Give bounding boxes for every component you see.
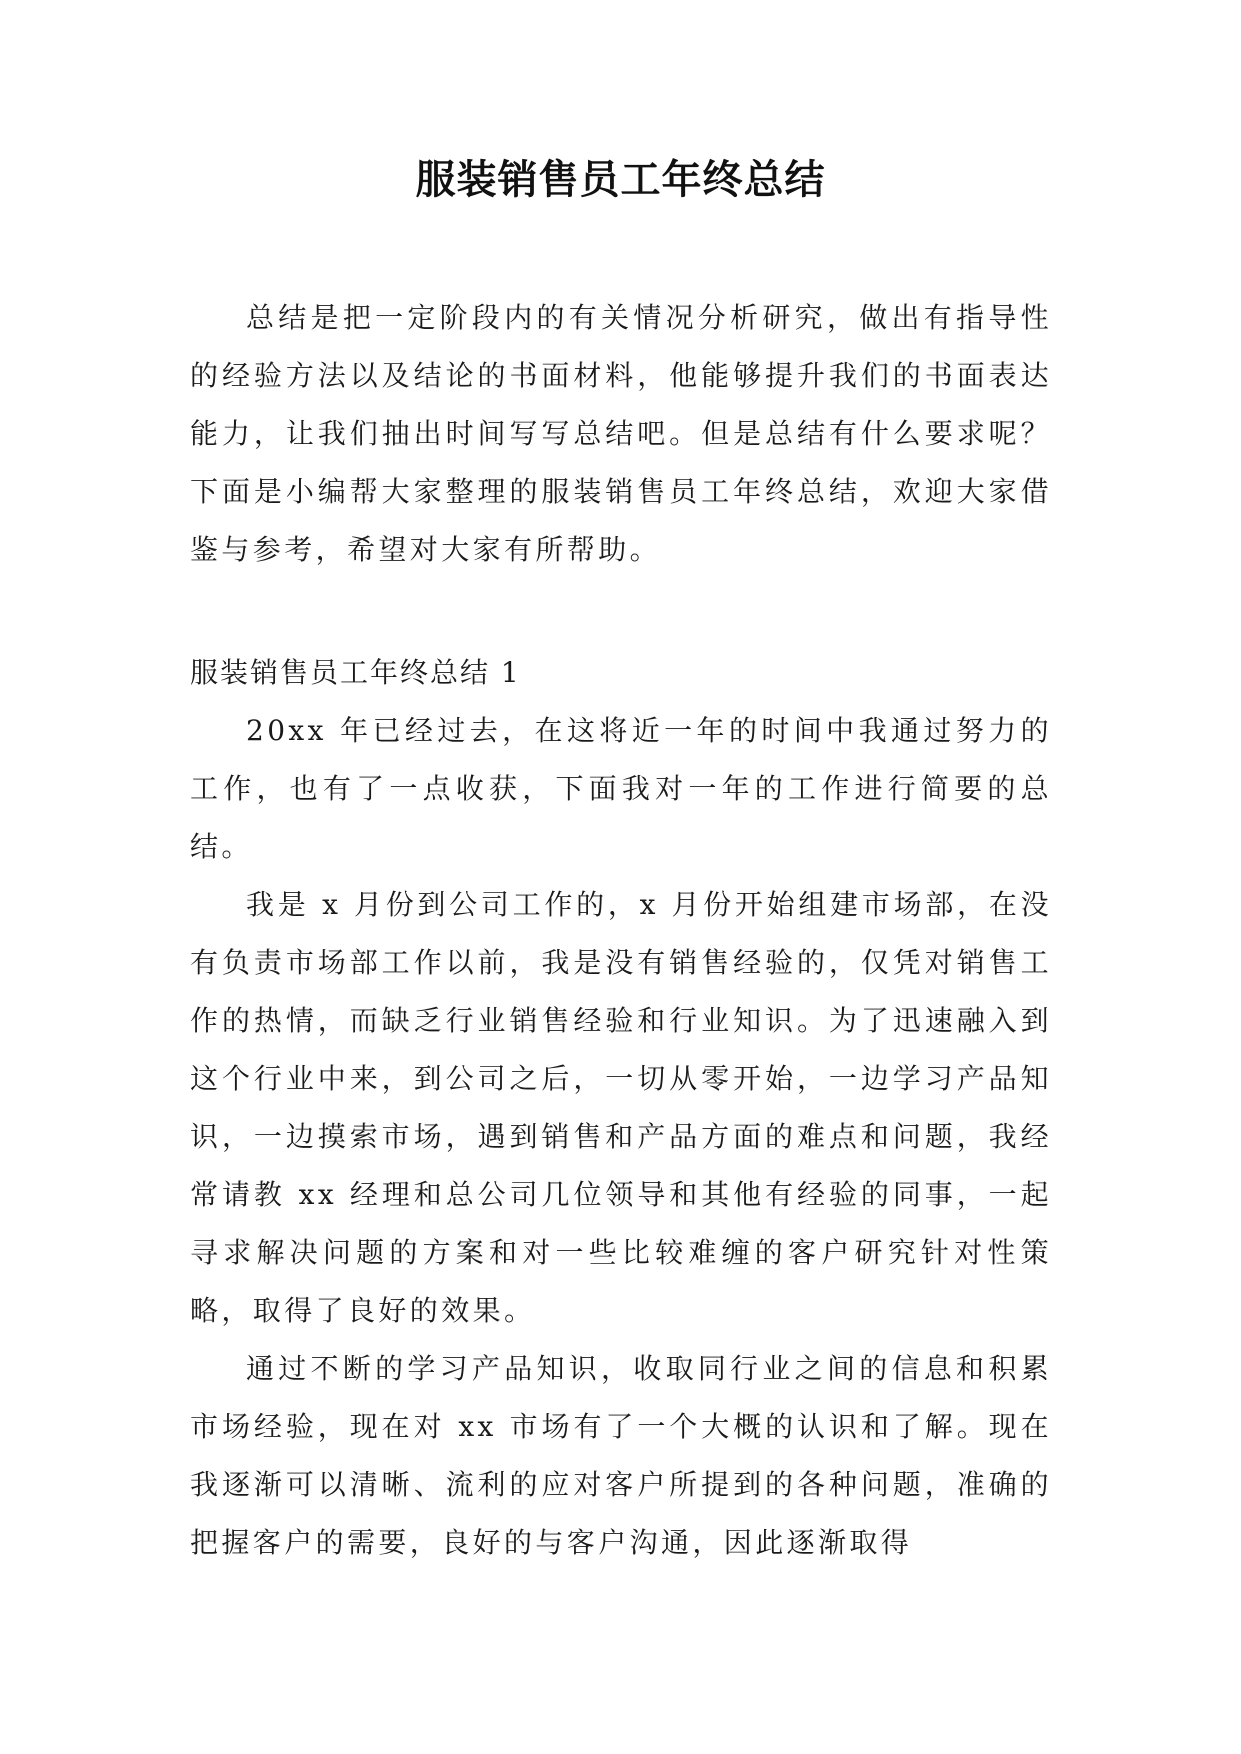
- document-title: 服装销售员工年终总结: [415, 157, 826, 203]
- summary-section-1: [190, 644, 1052, 1572]
- body-paragraph-1: 20xx 年已经过去，在这将近一年的时间中我通过努力的工作，也有了一点收获，下面我对一年的工作进行简要的总结。: [190, 714, 1052, 863]
- body-paragraph-3: 通过不断的学习产品知识，收取同行业之间的信息和积累市场经验，现在对 xx 市场有了一个大概的认识和了解。现在我逐渐可以清晰、流利的应对客户所提到的各种问题，准确的把握客户的需要，良好的与客户沟通，因此逐渐取得: [190, 1352, 1052, 1559]
- body-paragraph-2: 我是 x 月份到公司工作的，x 月份开始组建市场部，在没有负责市场部工作以前，我是没有销售经验的，仅凭对销售工作的热情，而缺乏行业销售经验和行业知识。为了迅速融入到这个行业中来，到公司之后，一切从零开始，一边学习产品知识，一边摸索市场，遇到销售和产品方面的难点和问题，我经常请教 xx 经理和总公司几位领导和其他有经验的同事，一起寻求解决问题的方案和对一些比较难缠的客户研究针对性策略，取得了良好的效果。: [190, 888, 1052, 1327]
- section-heading: 服装销售员工年终总结 1: [190, 656, 521, 689]
- intro-paragraph: 总结是把一定阶段内的有关情况分析研究，做出有指导性的经验方法以及结论的书面材料，他能够提升我们的书面表达能力，让我们抽出时间写写总结吧。但是总结有什么要求呢？下面是小编帮大家整理的服装销售员工年终总结，欢迎大家借鉴与参考，希望对大家有所帮助。: [190, 301, 1052, 566]
- intro-section: [190, 289, 1052, 579]
